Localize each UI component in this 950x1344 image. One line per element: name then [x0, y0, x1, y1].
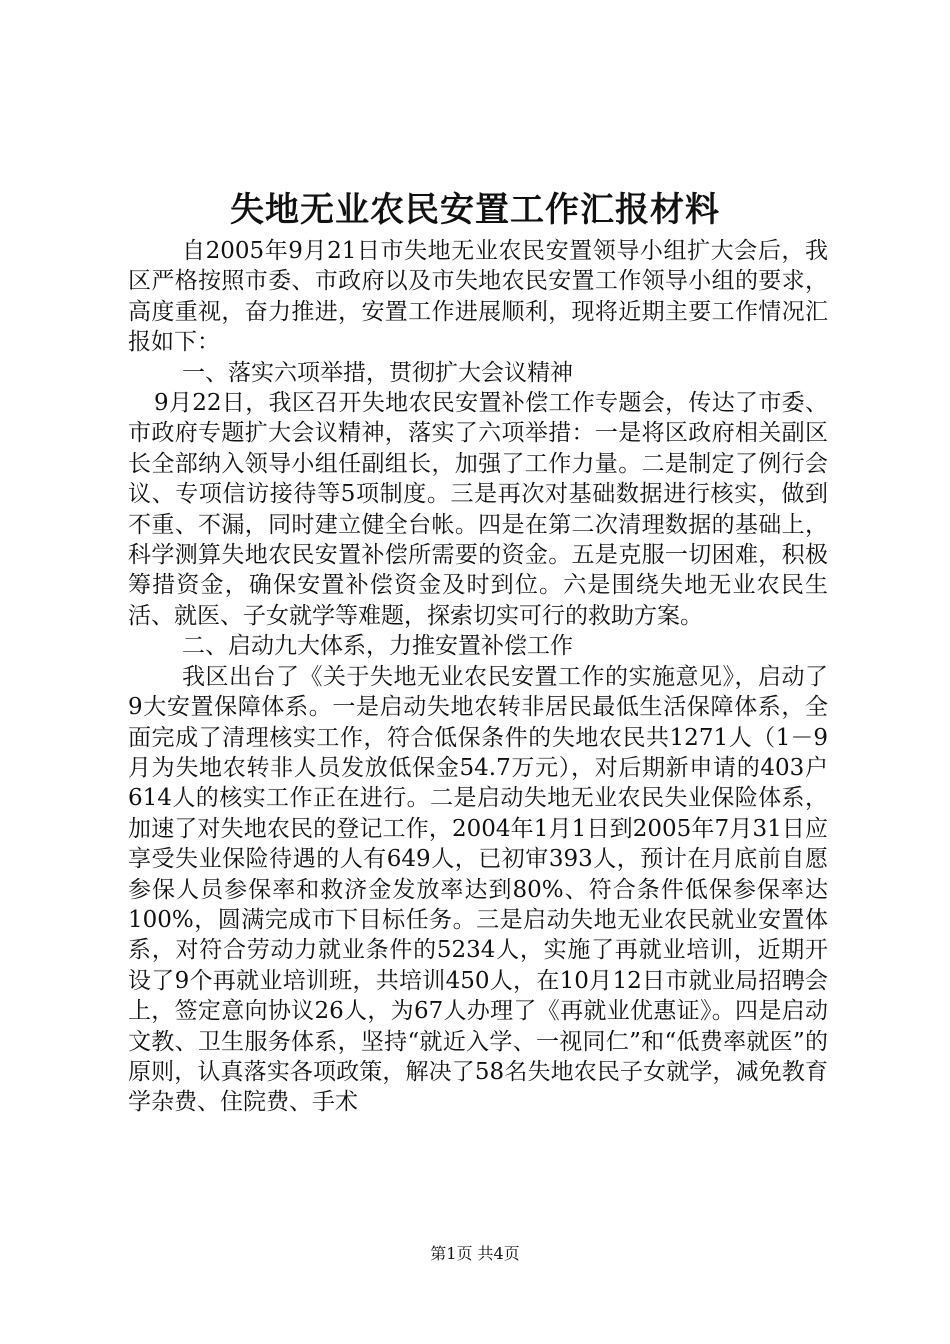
- section-2-paragraph: 我区出台了《关于失地无业农民安置工作的实施意见》，启动了9大安置保障体系。一是启动失地农转非居民最低生活保障体系，全面完成了清理核实工作，符合低保条件的失地农民共1271人（1－9月为失地农转非人员发放低保金54.7万元），对后期新申请的403户614人的核实工作正在进行。二是启动失地无业农民失业保险体系，加速了对失地农民的登记工作，2004年1月1日到2005年7月31日应享受失业保险待遇的人有649人，已初审393人，预计在月底前自愿参保人员参保率和救济金发放率达到80%、符合条件低保参保率达100%，圆满完成市下目标任务。三是启动失地无业农民就业安置体系，对符合劳动力就业条件的5234人，实施了再就业培训，近期开设了9个再就业培训班，共培训450人，在10月12日市就业局招聘会上，签定意向协议26人，为67人办理了《再就业优惠证》。四是启动文教、卫生服务体系，坚持“就近入学、一视同仁”和“低费率就医”的原则，认真落实各项政策，解决了58名失地农民子女就学，减免教育学杂费、住院费、手术: [128, 663, 828, 1116]
- section-heading-1: 一、落实六项举措，贯彻扩大会议精神: [182, 359, 573, 386]
- document-title: 失地无业农民安置工作汇报材料: [230, 190, 720, 230]
- intro-paragraph: 自2005年9月21日市失地无业农民安置领导小组扩大会后，我区严格按照市委、市政府以及市失地农民安置工作领导小组的要求，高度重视，奋力推进，安置工作进展顺利，现将近期主要工作情况汇报如下：: [128, 238, 828, 356]
- document-body: [128, 236, 828, 1118]
- section-1-paragraph: 9月22日，我区召开失地农民安置补偿工作专题会，传达了市委、市政府专题扩大会议精神，落实了六项举措：一是将区政府相关副区长全部纳入领导小组任副组长，加强了工作力量。二是制定了例行会议、专项信访接待等5项制度。三是再次对基础数据进行核实，做到不重、不漏，同时建立健全台帐。四是在第二次清理数据的基础上，科学测算失地农民安置补偿所需要的资金。五是克服一切困难，积极筹措资金，确保安置补偿资金及时到位。六是围绕失地无业农民生活、就医、子女就学等难题，探索切实可行的救助方案。: [128, 390, 828, 629]
- section-heading-2: 二、启动九大体系，力推安置补偿工作: [182, 633, 573, 660]
- page-number-footer: 第1页 共4页: [430, 1244, 520, 1263]
